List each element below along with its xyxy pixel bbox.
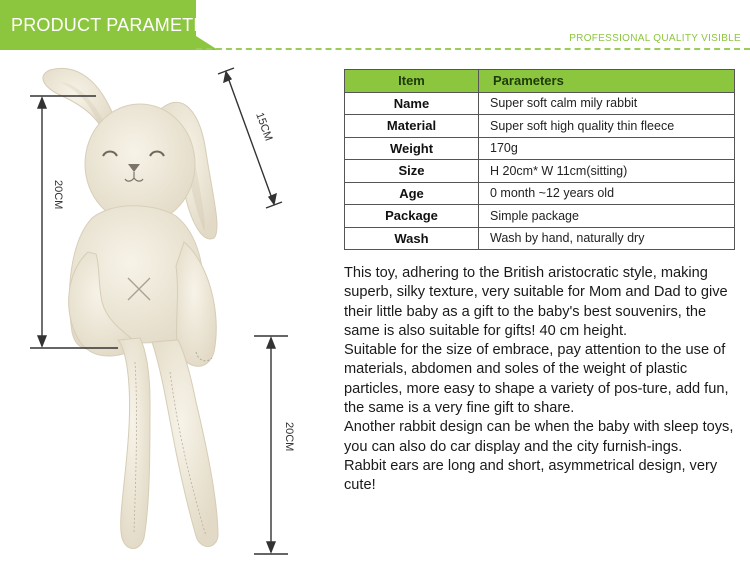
right-arm <box>176 242 216 366</box>
product-description <box>344 264 739 496</box>
row-value-age: 0 month ~12 years old <box>479 182 735 205</box>
row-item-age: Age <box>345 182 479 205</box>
description-paragraph-size: Suitable for the size of embrace, pay attention to the use of materials, abdomen and soles of the weight of plastic particles, more easy to shape a variety of pos-ture, add fun, the same is a very fine gift to share. <box>344 342 729 417</box>
parameter-table <box>344 69 735 250</box>
table-row <box>345 182 735 205</box>
row-value-weight: 170g <box>479 137 735 160</box>
row-item-material: Material <box>345 115 479 138</box>
dim-body-label: 20CM <box>52 180 64 210</box>
row-value-wash: Wash by hand, naturally dry <box>479 227 735 250</box>
right-leg <box>152 340 218 547</box>
description-paragraph-style: This toy, adhering to the British aristocratic style, making superb, silky texture, very suitable for Mom and Dad to give their little baby as a gift to the baby's best souvenirs, the same is also suitable for gifts! 40 cm height. <box>344 265 728 339</box>
row-item-package: Package <box>345 205 479 228</box>
col-header-item: Item <box>345 70 479 93</box>
table-row <box>345 92 735 115</box>
table-row <box>345 160 735 183</box>
col-header-parameters: Parameters <box>479 70 735 93</box>
dim-leg-marker <box>254 336 288 554</box>
row-value-size: H 20cm* W 11cm(sitting) <box>479 160 735 183</box>
description-paragraph-usage: Another rabbit design can be when the baby with sleep toys, you can also do car display and the city furnish-ings. <box>344 419 734 455</box>
header-title: PRODUCT PARAMETER <box>11 15 219 35</box>
table-row <box>345 137 735 160</box>
header-tagline: PROFESSIONAL QUALITY VISIBLE <box>569 33 741 44</box>
row-value-name: Super soft calm mily rabbit <box>479 92 735 115</box>
rabbit-illustration <box>0 52 330 587</box>
table-row <box>345 227 735 250</box>
left-leg <box>118 338 150 549</box>
row-value-package: Simple package <box>479 205 735 228</box>
row-item-weight: Weight <box>345 137 479 160</box>
table-row <box>345 205 735 228</box>
row-item-name: Name <box>345 92 479 115</box>
header-divider <box>196 48 750 50</box>
dim-ear-label: 15CM <box>253 110 275 143</box>
table-header-row <box>345 70 735 93</box>
dim-leg-label: 20CM <box>283 422 295 452</box>
table-row <box>345 115 735 138</box>
row-item-wash: Wash <box>345 227 479 250</box>
description-paragraph-ears: Rabbit ears are long and short, asymmetrical design, very cute! <box>344 457 718 494</box>
header-tab <box>0 0 219 50</box>
row-value-material: Super soft high quality thin fleece <box>479 115 735 138</box>
row-item-size: Size <box>345 160 479 183</box>
